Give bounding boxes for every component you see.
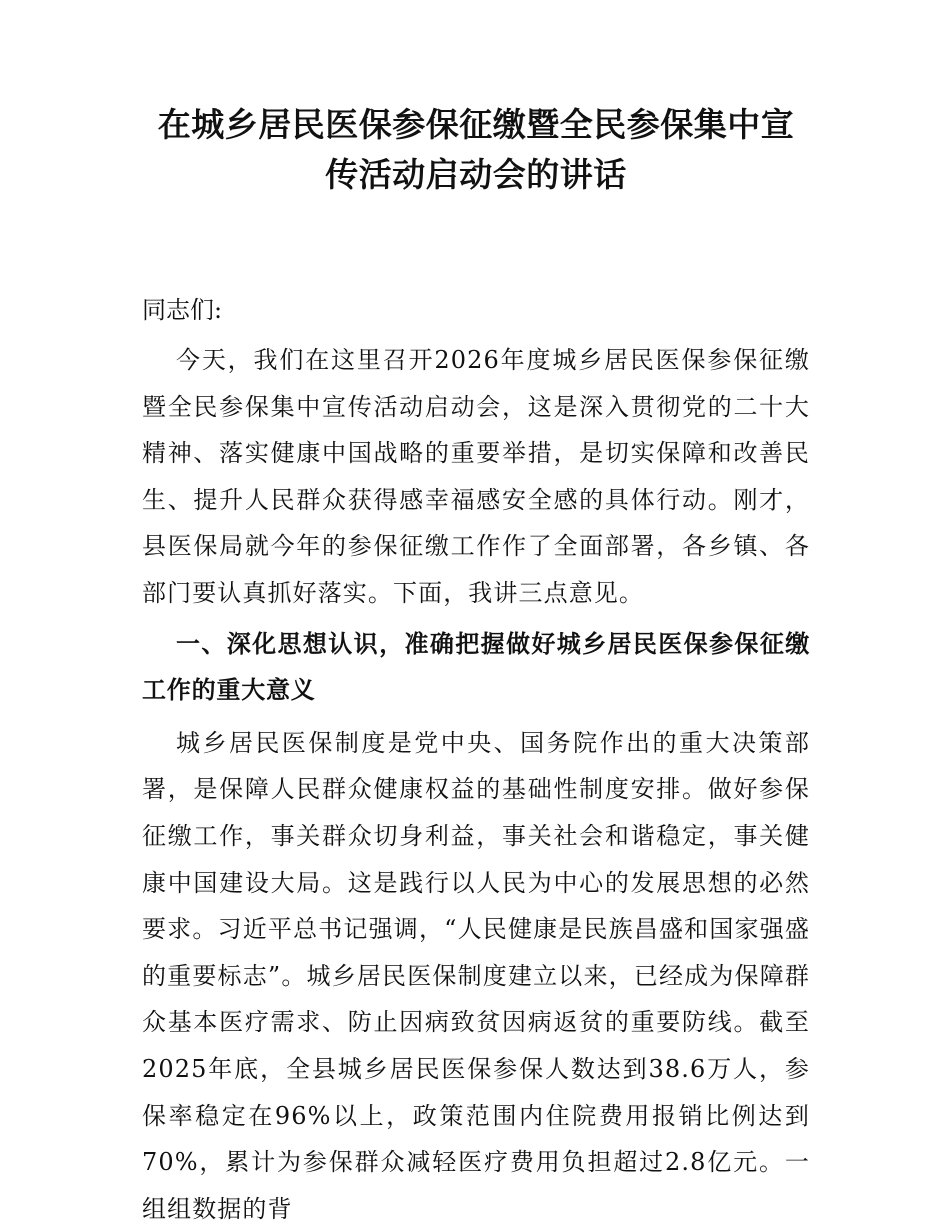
opening-paragraph: 今天，我们在这里召开2026年度城乡居民医保参保征缴暨全民参保集中宣传活动启动会，这是深入贯彻党的二十大精神、落实健康中国战略的重要举措，是切实保障和改善民生、提升人民群众获得感幸福感安全感的具体行动。刚才，县医保局就今年的参保征缴工作作了全面部署，各乡镇、各部门要认真抓好落实。下面，我讲三点意见。 <box>142 346 810 607</box>
section-heading-1: 一、深化思想认识，准确把握做好城乡居民医保参保征缴工作的重大意义 <box>142 629 810 705</box>
salutation: 同志们: <box>142 296 223 324</box>
document-page <box>142 100 810 1232</box>
section-1-paragraph: 城乡居民医保制度是党中央、国务院作出的重大决策部署，是保障人民群众健康权益的基础性制度安排。做好参保征缴工作，事关群众切身利益，事关社会和谐稳定，事关健康中国建设大局。这是践行以人民为中心的发展思想的必然要求。习近平总书记强调，“人民健康是民族昌盛和国家强盛的重要标志”。城乡居民医保制度建立以来，已经成为保障群众基本医疗需求、防止因病致贫因病返贫的重要防线。截至2025年底，全县城乡居民医保参保人数达到38.6万人，参保率稳定在96%以上，政策范围内住院费用报销比例达到70%，累计为参保群众减轻医疗费用负担超过2.8亿元。一组组数据的背 <box>142 728 810 1223</box>
page-title: 在城乡居民医保参保征缴暨全民参保集中宣传活动启动会的讲话 <box>157 105 795 194</box>
